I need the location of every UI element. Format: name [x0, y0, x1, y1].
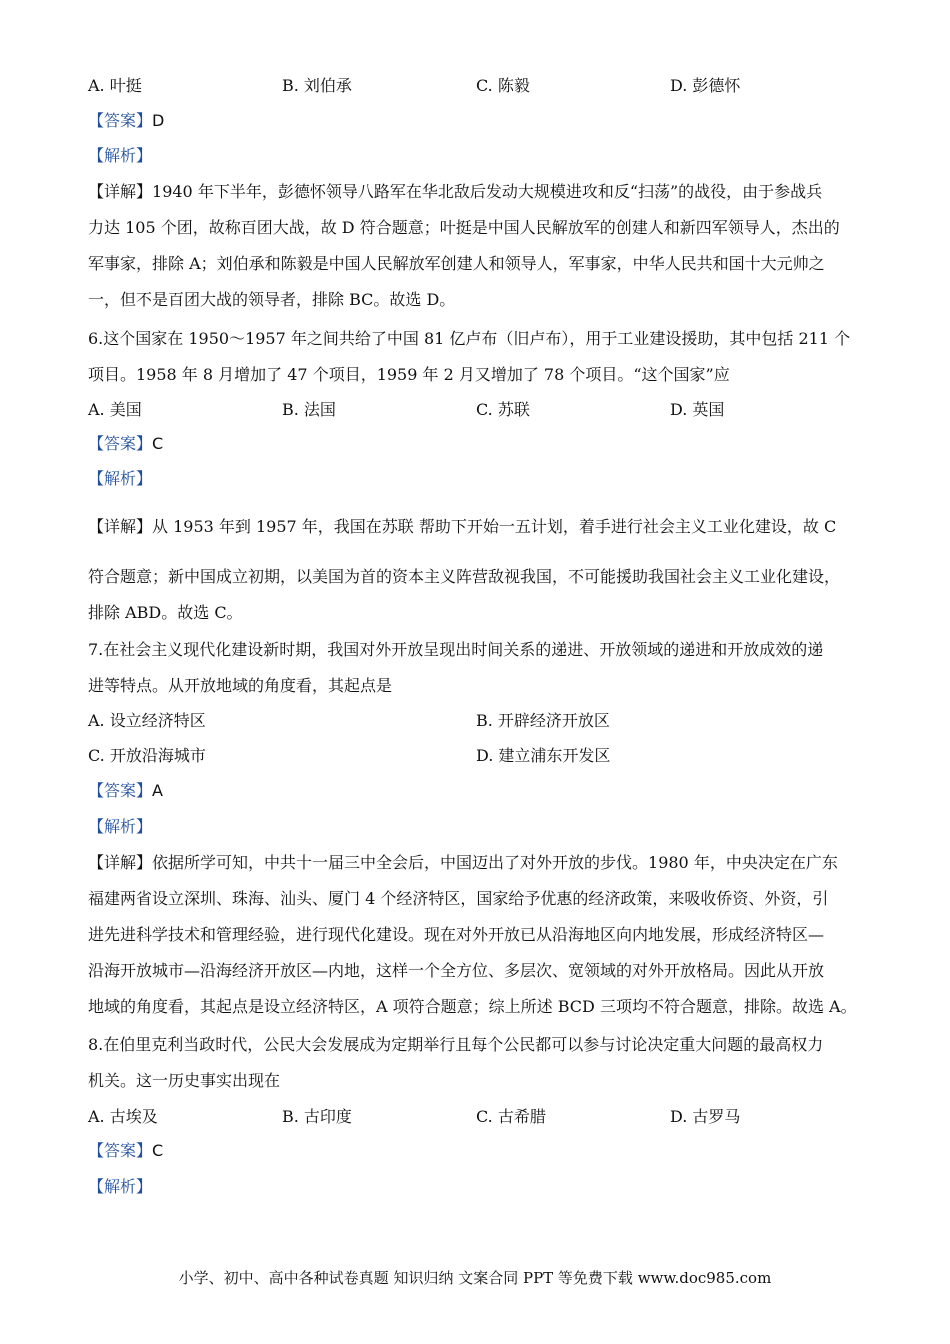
q8-analysis-tag: 【解析】: [88, 1177, 153, 1196]
q7-stem-line-1: 7.在社会主义现代化建设新时期，我国对外开放呈现出时间关系的递进、开放领域的递进和开放成效的递: [88, 640, 824, 659]
q8-option-a: A. 古埃及: [88, 1107, 158, 1126]
detail-tag: 【详解】: [88, 517, 153, 536]
q6-option-a: A. 美国: [88, 400, 142, 419]
q7-detail-line-4: 沿海开放城市—沿海经济开放区—内地，这样一个全方位、多层次、宽领域的对外开放格局。因此从开放: [88, 961, 825, 980]
q7-option-c: C. 开放沿海城市: [88, 746, 206, 765]
q6-detail-line-1: [88, 517, 836, 537]
q6-option-d: D. 英国: [670, 400, 725, 419]
q5-detail-line-2: 力达 105 个团，故称百团大战，故 D 符合题意；叶挺是中国人民解放军的创建人和新四军领导人，杰出的: [88, 218, 840, 237]
answer-value: A: [152, 781, 163, 800]
q5-option-c: C. 陈毅: [476, 76, 530, 95]
q7-option-d: D. 建立浦东开发区: [476, 746, 611, 765]
q8-option-b: B. 古印度: [282, 1107, 352, 1126]
q7-detail-line-3: 进先进科学技术和管理经验，进行现代化建设。现在对外开放已从沿海地区向内地发展，形成经济特区—: [88, 925, 825, 944]
detail-tag: 【详解】: [88, 182, 153, 201]
q7-answer: [88, 781, 163, 801]
q8-stem-line-1: 8.在伯里克利当政时代，公民大会发展成为定期举行且每个公民都可以参与讨论决定重大问题的最高权力: [88, 1035, 824, 1054]
answer-value: D: [152, 111, 165, 130]
answer-tag: 【答案】: [88, 434, 153, 453]
answer-value: C: [152, 434, 164, 453]
answer-tag: 【答案】: [88, 1141, 153, 1160]
q5-option-b: B. 刘伯承: [282, 76, 352, 95]
q7-option-b: B. 开辟经济开放区: [476, 711, 610, 730]
q6-option-c: C. 苏联: [476, 400, 530, 419]
q5-analysis-tag: 【解析】: [88, 146, 153, 165]
q5-detail-line-1: [88, 182, 822, 202]
detail-text: 从 1953 年到 1957 年，我国在苏联 帮助下开始一五计划，着手进行社会主义工业化建设，故 C: [152, 517, 837, 536]
q5-option-d: D. 彭德怀: [670, 76, 741, 95]
q8-option-c: C. 古希腊: [476, 1107, 546, 1126]
q6-stem-line-2: 项目。1958 年 8 月增加了 47 个项目，1959 年 2 月又增加了 78 个项目。“这个国家”应: [88, 365, 730, 384]
q8-stem-line-2: 机关。这一历史事实出现在: [88, 1071, 281, 1090]
q6-stem-line-1: 6.这个国家在 1950～1957 年之间共给了中国 81 亿卢布（旧卢布），用于工业建设援助，其中包括 211 个: [88, 329, 851, 348]
answer-value: C: [152, 1141, 164, 1160]
q5-detail-line-4: 一，但不是百团大战的领导者，排除 BC。故选 D。: [88, 290, 456, 309]
q5-option-a: A. 叶挺: [88, 76, 142, 95]
detail-text: 1940 年下半年，彭德怀领导八路军在华北敌后发动大规模进攻和反“扫荡”的战役，由于参战兵: [152, 182, 823, 201]
q6-detail-line-3: 排除 ABD。故选 C。: [88, 603, 243, 622]
q6-detail-line-2: 符合题意；新中国成立初期，以美国为首的资本主义阵营敌视我国，不可能援助我国社会主义工业化建设，: [88, 567, 841, 586]
q7-detail-line-2: 福建两省设立深圳、珠海、汕头、厦门 4 个经济特区，国家给予优惠的经济政策，来吸收侨资、外资，引: [88, 889, 829, 908]
q7-option-a: A. 设立经济特区: [88, 711, 206, 730]
q7-detail-line-1: [88, 853, 838, 873]
q8-answer: [88, 1141, 163, 1161]
answer-tag: 【答案】: [88, 781, 153, 800]
q6-answer: [88, 434, 163, 454]
q7-analysis-tag: 【解析】: [88, 817, 153, 836]
page-footer: 小学、初中、高中各种试卷真题 知识归纳 文案合同 PPT 等免费下载 www.doc985.com: [178, 1269, 772, 1287]
q6-option-b: B. 法国: [282, 400, 336, 419]
q7-detail-line-5: 地域的角度看，其起点是设立经济特区，A 项符合题意；综上所述 BCD 三项均不符合题意，排除。故选 A。: [88, 997, 857, 1016]
q5-answer: [88, 111, 164, 131]
detail-text: 依据所学可知，中共十一届三中全会后，中国迈出了对外开放的步伐。1980 年，中央决定在广东: [152, 853, 838, 872]
q6-analysis-tag: 【解析】: [88, 469, 153, 488]
answer-tag: 【答案】: [88, 111, 153, 130]
q5-detail-line-3: 军事家，排除 A；刘伯承和陈毅是中国人民解放军创建人和领导人，军事家，中华人民共和国十大元帅之: [88, 254, 825, 273]
detail-tag: 【详解】: [88, 853, 153, 872]
q7-stem-line-2: 进等特点。从开放地域的角度看，其起点是: [88, 676, 393, 695]
q8-option-d: D. 古罗马: [670, 1107, 741, 1126]
